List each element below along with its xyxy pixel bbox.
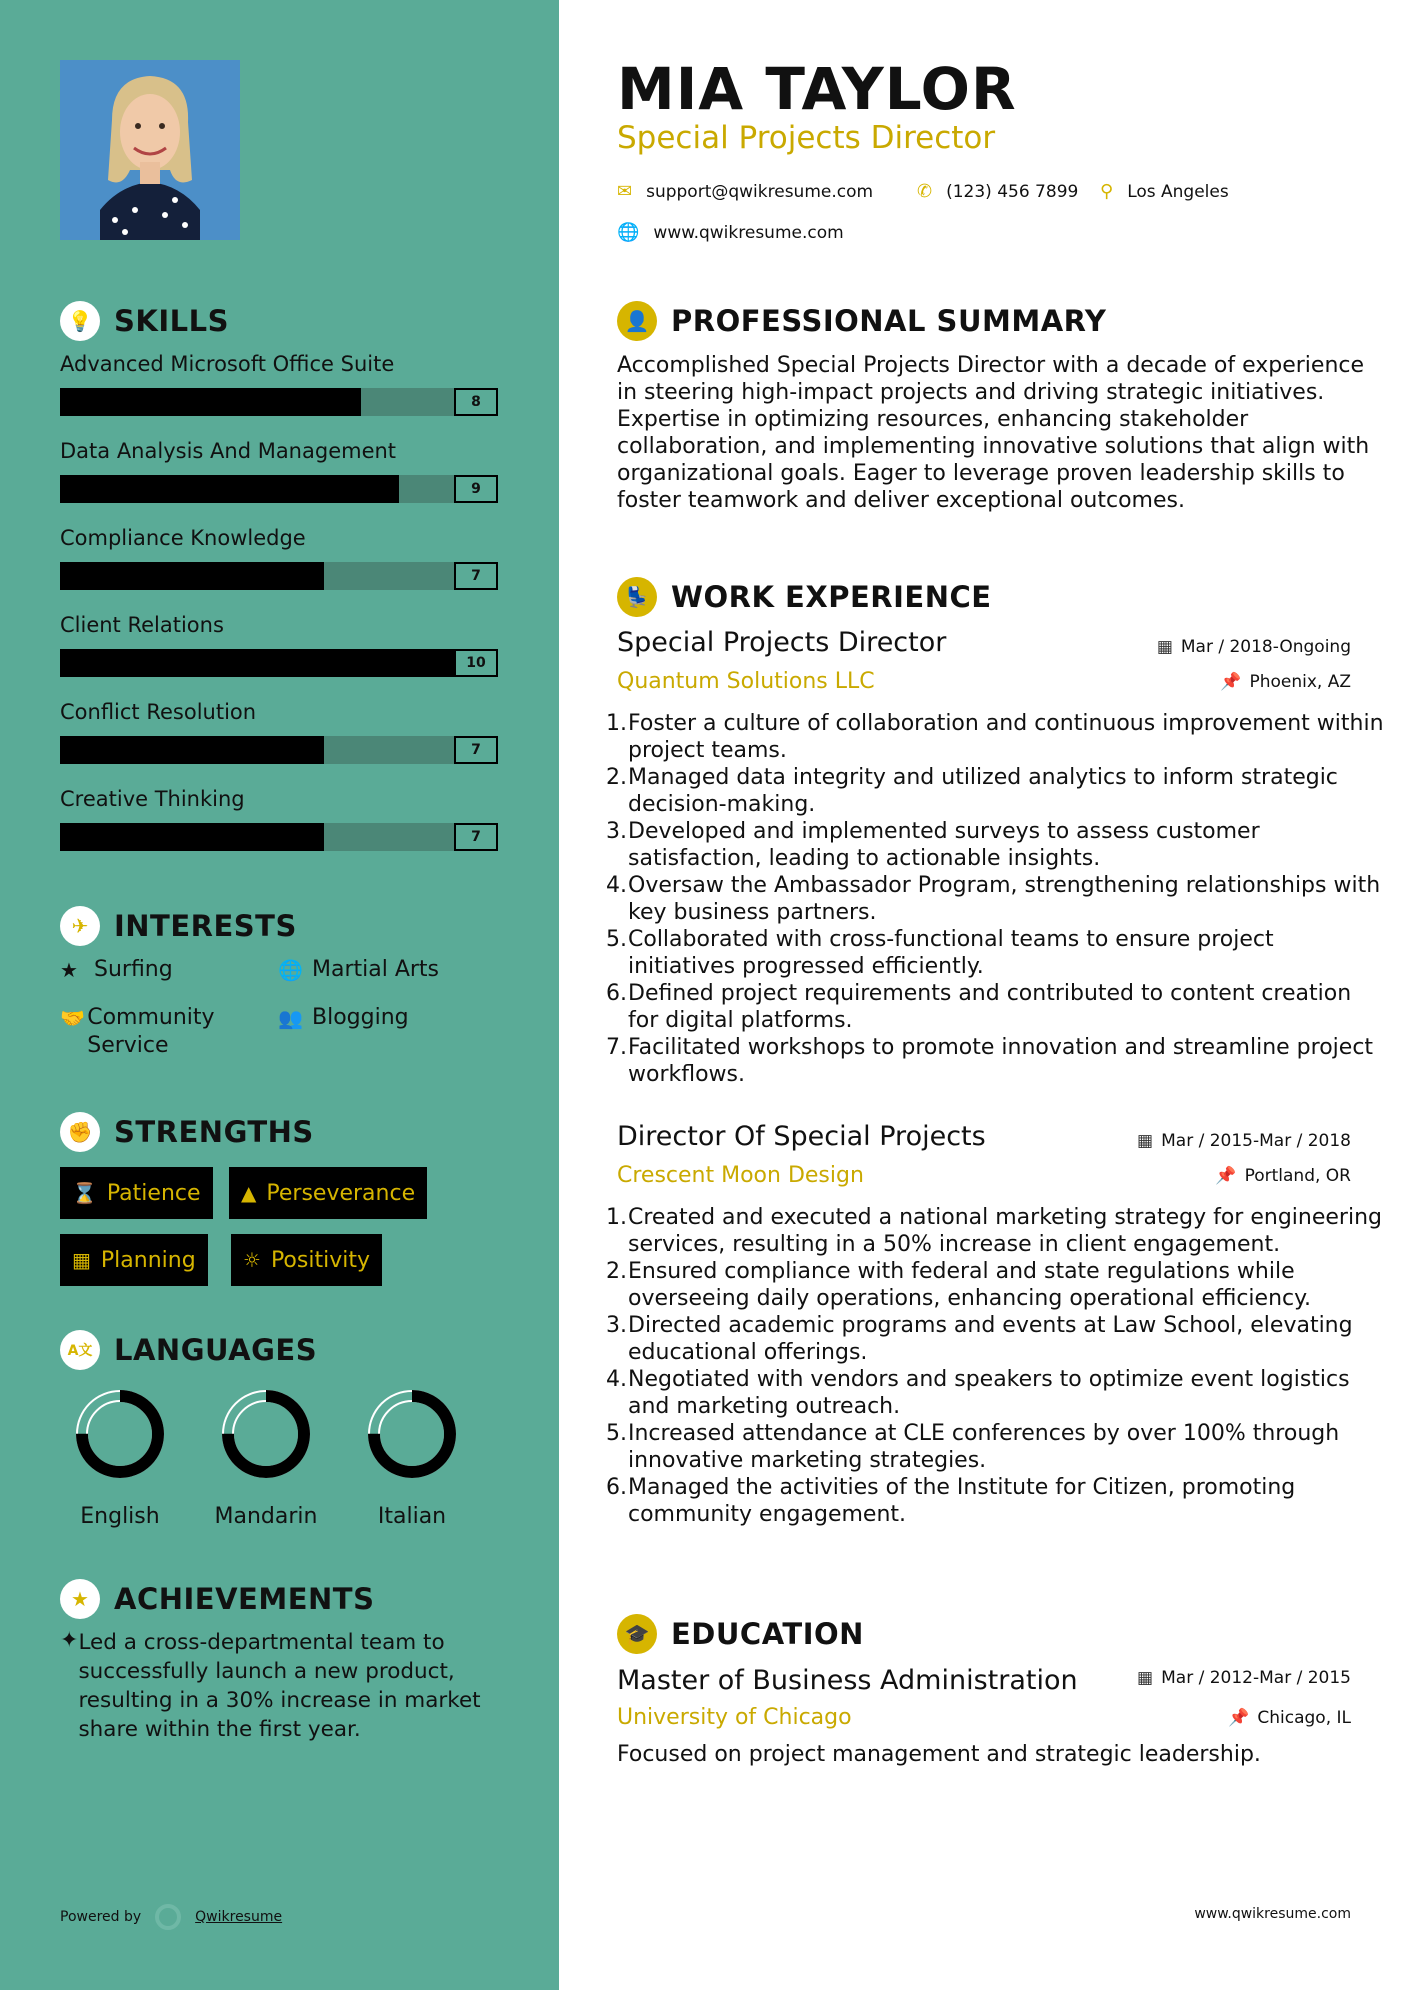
main-content — [559, 0, 1407, 1990]
list-item: 1. Created and executed a national marketing strategy for engineering services, resulting in a 50% increase in client engagement. — [606, 1205, 1382, 1257]
language-ring — [70, 1384, 170, 1484]
achievements-heading: ★ ACHIEVEMENTS — [60, 1579, 374, 1619]
brand-link[interactable]: Qwikresume — [195, 1909, 283, 1925]
pin-icon: 📌 — [1228, 1708, 1250, 1728]
job-title: Director Of Special Projects — [617, 1121, 986, 1152]
list-item: 4. Negotiated with vendors and speakers to optimize event logistics and marketing outreach. — [606, 1367, 1350, 1419]
trophy-star-icon: ★ — [60, 1579, 100, 1619]
candidate-title: Special Projects Director — [617, 120, 996, 156]
sun-icon: ☼ — [243, 1248, 261, 1272]
achievement-item: ✦ Led a cross-departmental team to successfully launch a new product, resulting in a 30% increase in market share within the first year. — [60, 1628, 481, 1742]
users-icon: 👥 — [278, 1006, 303, 1030]
handshake-icon: 🤝 — [60, 1006, 85, 1030]
globe-icon: 🌐 — [617, 222, 640, 243]
skill-item: Data Analysis And Management 9 — [60, 439, 500, 503]
candidate-name: MIA TAYLOR — [617, 55, 1017, 123]
pin-icon: 📌 — [1215, 1166, 1237, 1186]
skill-bar-fill — [60, 649, 497, 677]
envelope-icon: ✉ — [617, 181, 633, 202]
skill-item: Conflict Resolution 7 — [60, 700, 500, 764]
strength-badge: ▲ Perseverance — [229, 1167, 427, 1219]
strengths-heading: ✊ STRENGTHS — [60, 1112, 314, 1152]
skill-bar — [60, 736, 498, 764]
job-bullets — [606, 1204, 1387, 1528]
shooting-star-icon: ✦ — [60, 1628, 79, 1653]
skill-bar-fill — [60, 388, 361, 416]
job-dates: ▦ Mar / 2018-Ongoing — [1156, 637, 1351, 657]
list-item: 7. Facilitated workshops to promote innovation and streamline project workflows. — [606, 1035, 1374, 1087]
language-item: Italian — [342, 1384, 482, 1529]
skill-bar — [60, 823, 498, 851]
phone-icon: ✆ — [917, 181, 933, 202]
skill-bar-fill — [60, 736, 324, 764]
interest-item: 🤝 Community Service — [60, 1005, 215, 1058]
experience-heading: 💺 WORK EXPERIENCE — [617, 577, 992, 617]
hourglass-icon: ⌛ — [72, 1181, 97, 1205]
calendar-icon: ▦ — [72, 1248, 91, 1272]
footer-site-link[interactable]: www.qwikresume.com — [1194, 1906, 1351, 1922]
job-dates: ▦ Mar / 2015-Mar / 2018 — [1137, 1131, 1351, 1151]
list-item: 3. Developed and implemented surveys to assess customer satisfaction, leading to actionable insights. — [606, 819, 1260, 871]
interest-item: ★ Surfing — [60, 957, 173, 982]
job-company: Crescent Moon Design — [617, 1163, 864, 1188]
skill-level: 7 — [454, 736, 498, 764]
language-item: English — [50, 1384, 190, 1529]
calendar-icon: ▦ — [1137, 1668, 1154, 1688]
list-item: 6. Managed the activities of the Institute for Citizen, promoting community engagement. — [606, 1475, 1296, 1527]
strength-badge: ☼ Positivity — [231, 1234, 382, 1286]
summary-heading: 👤 PROFESSIONAL SUMMARY — [617, 301, 1106, 341]
lightbulb-icon: 💡 — [60, 301, 100, 341]
education-description: Focused on project management and strategic leadership. — [617, 1742, 1261, 1767]
list-item: 1. Foster a culture of collaboration and continuous improvement within project teams. — [606, 711, 1384, 763]
language-ring — [216, 1384, 316, 1484]
calendar-icon: ▦ — [1137, 1131, 1154, 1151]
office-chair-icon: 💺 — [617, 577, 657, 617]
interest-item: 🌐 Martial Arts — [278, 957, 440, 982]
skill-bar-fill — [60, 562, 324, 590]
school-name: University of Chicago — [617, 1705, 852, 1730]
skill-bar — [60, 649, 498, 677]
paper-plane-icon: ✈ — [60, 906, 100, 946]
profile-photo — [60, 60, 240, 240]
skill-item: Creative Thinking 7 — [60, 787, 500, 851]
job-company: Quantum Solutions LLC — [617, 669, 875, 694]
job-location: 📌 Phoenix, AZ — [1220, 672, 1351, 692]
skill-bar — [60, 388, 498, 416]
skill-level: 10 — [454, 649, 498, 677]
interest-item: 👥 Blogging — [278, 1005, 409, 1030]
star-icon: ★ — [60, 958, 78, 982]
degree-title: Master of Business Administration — [617, 1665, 1078, 1696]
list-item: 5. Increased attendance at CLE conferences by over 100% through innovative marketing strategies. — [606, 1421, 1340, 1473]
list-item: 2. Ensured compliance with federal and state regulations while overseeing daily operations, enhancing operational efficiency. — [606, 1259, 1311, 1311]
skill-level: 9 — [454, 475, 498, 503]
list-item: 3. Directed academic programs and events at Law School, elevating educational offerings. — [606, 1313, 1353, 1365]
skill-bar-fill — [60, 475, 399, 503]
language-ring — [362, 1384, 462, 1484]
job-title: Special Projects Director — [617, 627, 947, 658]
skill-bar-fill — [60, 823, 324, 851]
contact-email[interactable]: ✉ support@qwikresume.com — [617, 181, 874, 202]
list-item: 4. Oversaw the Ambassador Program, strengthening relationships with key business partners. — [606, 873, 1381, 925]
skill-level: 7 — [454, 562, 498, 590]
calendar-icon: ▦ — [1156, 637, 1173, 657]
skill-bar — [60, 562, 498, 590]
interests-heading: ✈ INTERESTS — [60, 906, 297, 946]
qwikresume-logo-icon — [155, 1904, 181, 1930]
skill-item: Advanced Microsoft Office Suite 8 — [60, 352, 500, 416]
skill-item: Client Relations 10 — [60, 613, 500, 677]
languages-heading: A文 LANGUAGES — [60, 1330, 317, 1370]
strength-badge: ⌛ Patience — [60, 1167, 213, 1219]
mountain-icon: ▲ — [241, 1181, 257, 1205]
contact-location: ⚲ Los Angeles — [1100, 181, 1229, 202]
skill-bar — [60, 475, 498, 503]
job-bullets — [606, 710, 1387, 1088]
graduate-icon: 🎓 — [617, 1614, 657, 1654]
list-item: 2. Managed data integrity and utilized analytics to inform strategic decision-making. — [606, 765, 1338, 817]
education-location: 📌 Chicago, IL — [1228, 1708, 1351, 1728]
strength-badge: ▦ Planning — [60, 1234, 208, 1286]
sidebar — [0, 0, 559, 1990]
contact-website[interactable]: 🌐 www.qwikresume.com — [617, 222, 844, 243]
skills-heading: 💡 SKILLS — [60, 301, 229, 341]
list-item: 5. Collaborated with cross-functional teams to ensure project initiatives progressed efficiently. — [606, 927, 1274, 979]
skill-level: 8 — [454, 388, 498, 416]
globe-icon: 🌐 — [278, 958, 303, 982]
skill-item: Compliance Knowledge 7 — [60, 526, 500, 590]
fist-icon: ✊ — [60, 1112, 100, 1152]
powered-by: Powered by Qwikresume — [60, 1904, 282, 1930]
list-item: 6. Defined project requirements and contributed to content creation for digital platforms. — [606, 981, 1352, 1033]
user-icon: 👤 — [617, 301, 657, 341]
contact-phone[interactable]: ✆ (123) 456 7899 — [917, 181, 1079, 202]
skill-level: 7 — [454, 823, 498, 851]
job-location: 📌 Portland, OR — [1215, 1166, 1351, 1186]
education-dates: ▦ Mar / 2012-Mar / 2015 — [1137, 1668, 1351, 1688]
pin-icon: 📌 — [1220, 672, 1242, 692]
translate-icon: A文 — [60, 1330, 100, 1370]
language-item: Mandarin — [196, 1384, 336, 1529]
summary-text: Accomplished Special Projects Director with a decade of experience in steering high-impact projects and driving strategic initiatives. Expertise in optimizing resources, enhancing stakeholder collaboration, and implementing innovative solutions that align with organizational goals. Eager to leverage proven leadership skills to foster teamwork and deliver exceptional outcomes. — [617, 353, 1370, 513]
education-heading: 🎓 EDUCATION — [617, 1614, 864, 1654]
map-pin-icon: ⚲ — [1100, 181, 1114, 202]
